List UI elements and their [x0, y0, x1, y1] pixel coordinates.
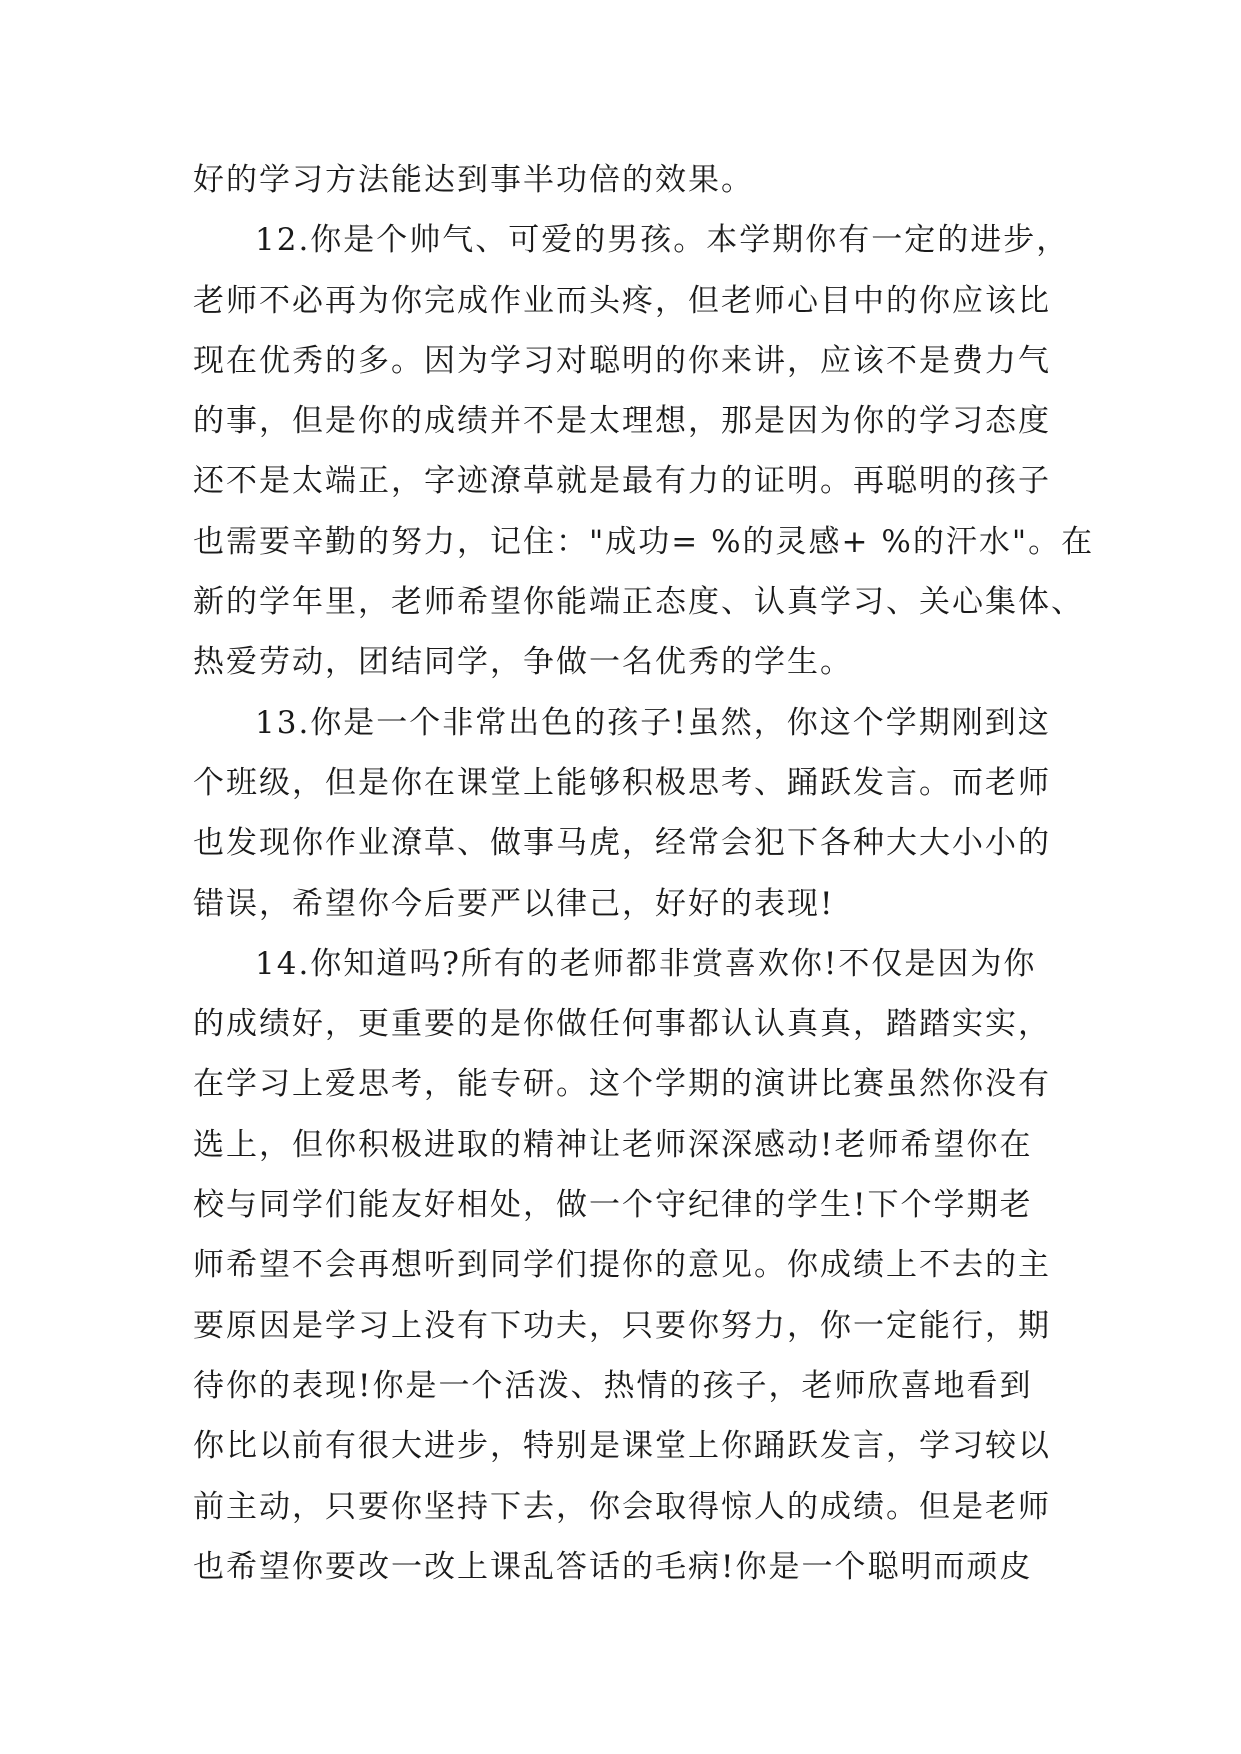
text-line: 待你的表现!你是一个活泼、热情的孩子，老师欣喜地看到 — [193, 1367, 1033, 1404]
text-line: 老师不必再为你完成作业而头疼，但老师心目中的你应该比 — [193, 282, 1051, 319]
comment-14-first-line: 14.你知道吗?所有的老师都非赏喜欢你!不仅是因为你 — [255, 945, 1037, 982]
document-body — [193, 150, 1095, 1597]
text-line: 好的学习方法能达到事半功倍的效果。 — [193, 162, 754, 198]
text-line: 校与同学们能友好相处，做一个守纪律的学生!下个学期老 — [193, 1187, 1033, 1224]
text-line: 还不是太端正，字迹潦草就是最有力的证明。再聪明的孩子 — [193, 463, 1051, 500]
text-line: 前主动，只要你坚持下去，你会取得惊人的成绩。但是老师 — [193, 1488, 1051, 1525]
text-line: 在学习上爱思考，能专研。这个学期的演讲比赛虽然你没有 — [193, 1066, 1051, 1103]
text-line: 新的学年里，老师希望你能端正态度、认真学习、关心集体、 — [193, 584, 1084, 621]
text-line: 的成绩好，更重要的是你做任何事都认认真真，踏踏实实， — [193, 1006, 1051, 1043]
text-line: 个班级，但是你在课堂上能够积极思考、踊跃发言。而老师 — [193, 764, 1051, 801]
text-line: 选上，但你积极进取的精神让老师深深感动!老师希望你在 — [193, 1126, 1033, 1163]
text-line: 现在优秀的多。因为学习对聪明的你来讲，应该不是费力气 — [193, 342, 1051, 379]
comment-12-first-line: 12.你是个帅气、可爱的男孩。本学期你有一定的进步， — [255, 222, 1070, 259]
comment-13-first-line: 13.你是一个非常出色的孩子!虽然，你这个学期刚到这 — [255, 704, 1051, 741]
text-line: 也发现你作业潦草、做事马虎，经常会犯下各种大大小小的 — [193, 825, 1051, 862]
text-line: 也希望你要改一改上课乱答话的毛病!你是一个聪明而顽皮 — [193, 1548, 1033, 1585]
text-line: 热爱劳动，团结同学，争做一名优秀的学生。 — [193, 644, 853, 681]
text-line: 错误，希望你今后要严以律己，好好的表现! — [193, 885, 835, 922]
text-line: 也需要辛勤的努力，记住："成功= %的灵感+ %的汗水"。在 — [193, 523, 1095, 560]
text-line: 你比以前有很大进步，特别是课堂上你踊跃发言，学习较以 — [193, 1428, 1051, 1465]
text-line: 师希望不会再想听到同学们提你的意见。你成绩上不去的主 — [193, 1247, 1051, 1284]
text-line: 要原因是学习上没有下功夫，只要你努力，你一定能行，期 — [193, 1307, 1051, 1344]
text-line: 的事，但是你的成绩并不是太理想，那是因为你的学习态度 — [193, 403, 1051, 440]
